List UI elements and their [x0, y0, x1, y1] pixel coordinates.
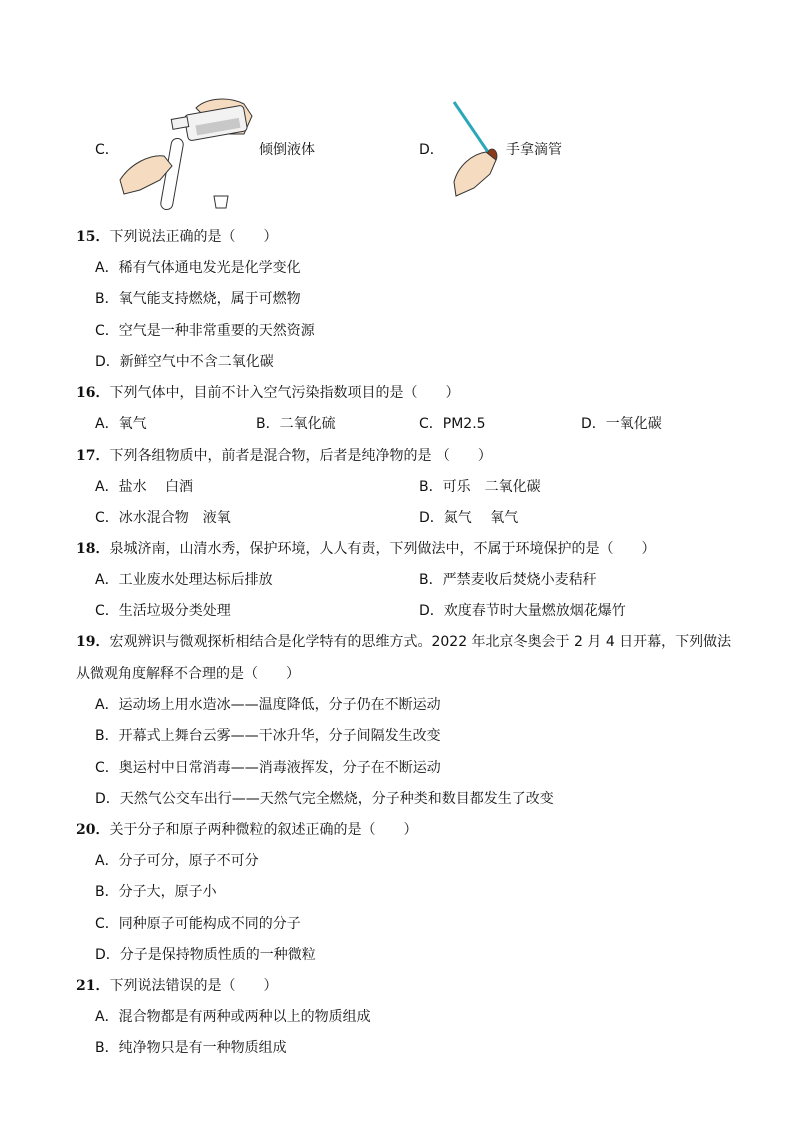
option: B．严禁麦收后焚烧小麦秸秆: [419, 572, 597, 588]
option: B．氧气能支持燃烧，属于可燃物: [95, 291, 301, 307]
option: D．氮气 氧气: [419, 510, 519, 526]
option: B．二氧化硫: [256, 416, 336, 432]
question-stem: 下列气体中，目前不计入空气污染指数项目的是（ ）: [109, 385, 460, 401]
option: B．分子大，原子小: [95, 884, 217, 900]
question-stem: 下列各组物质中，前者是混合物，后者是纯净物的是 （ ）: [109, 448, 492, 464]
option: A．混合物都是有两种或两种以上的物质组成: [95, 1009, 371, 1025]
dropper-icon: [454, 102, 497, 163]
question-stem: 宏观辨识与微观探析相结合是化学特有的思维方式。2022 年北京冬奥会于 2 月 4 日开幕，下列做法: [109, 634, 732, 650]
option: A．工业废水处理达标后排放: [95, 572, 273, 588]
question-21: [76, 976, 277, 996]
question-20: [76, 820, 417, 840]
option: D．天然气公交车出行——天然气完全燃烧，分子种类和数目都发生了改变: [95, 791, 554, 807]
question-15: [76, 227, 277, 247]
option-d-letter: D．: [419, 142, 444, 158]
option: A．稀有气体通电发光是化学变化: [95, 260, 301, 276]
option: C．PM2.5: [419, 416, 486, 432]
question-number: 18．: [76, 541, 110, 557]
option-c-letter: C．: [95, 142, 119, 158]
option: B．开幕式上舞台云雾——干冰升华，分子间隔发生改变: [95, 728, 441, 744]
question-stem: 关于分子和原子两种微粒的叙述正确的是（ ）: [109, 822, 418, 838]
hand-dropper-figure: [448, 100, 504, 198]
option: C．冰水混合物 液氧: [95, 510, 231, 526]
question-17: [76, 446, 492, 466]
option: A．盐水 白酒: [95, 479, 194, 495]
question-stem: 下列说法错误的是（ ）: [109, 978, 278, 994]
option: C．同种原子可能构成不同的分子: [95, 916, 301, 932]
option: A．分子可分，原子不可分: [95, 853, 259, 869]
question-number: 17．: [76, 448, 110, 464]
question-18: [76, 539, 655, 559]
question-number: 20．: [76, 822, 110, 838]
pouring-liquid-figure: [116, 94, 256, 214]
option: D．一氧化碳: [581, 416, 662, 432]
option: C．生活垃圾分类处理: [95, 603, 231, 619]
question-stem: 泉城济南，山清水秀，保护环境，人人有责，下列做法中，不属于环境保护的是（ ）: [109, 541, 656, 557]
option: A．运动场上用水造冰——温度降低，分子仍在不断运动: [95, 697, 441, 713]
question-number: 15．: [76, 229, 110, 245]
option: A．氧气: [95, 416, 147, 432]
question-number: 19．: [76, 634, 110, 650]
question-19: [76, 632, 731, 652]
question-16: [76, 383, 459, 403]
option: D．欢度春节时大量燃放烟花爆竹: [419, 603, 626, 619]
option: D．分子是保持物质性质的一种微粒: [95, 947, 316, 963]
option-d-caption: 手拿滴管: [506, 142, 562, 158]
option: B．可乐 二氧化碳: [419, 479, 541, 495]
option: B．纯净物只是有一种物质组成: [95, 1040, 287, 1056]
question-stem-continued: 从微观角度解释不合理的是（ ）: [76, 666, 300, 682]
option: D．新鲜空气中不含二氧化碳: [95, 354, 274, 370]
question-stem: 下列说法正确的是（ ）: [109, 229, 278, 245]
option: C．空气是一种非常重要的天然资源: [95, 323, 315, 339]
option-c-caption: 倾倒液体: [259, 142, 315, 158]
hand-icon: [454, 152, 496, 196]
stopper-icon: [214, 196, 228, 208]
question-number: 16．: [76, 385, 110, 401]
question-number: 21．: [76, 978, 110, 994]
option: C．奥运村中日常消毒——消毒液挥发，分子在不断运动: [95, 760, 441, 776]
